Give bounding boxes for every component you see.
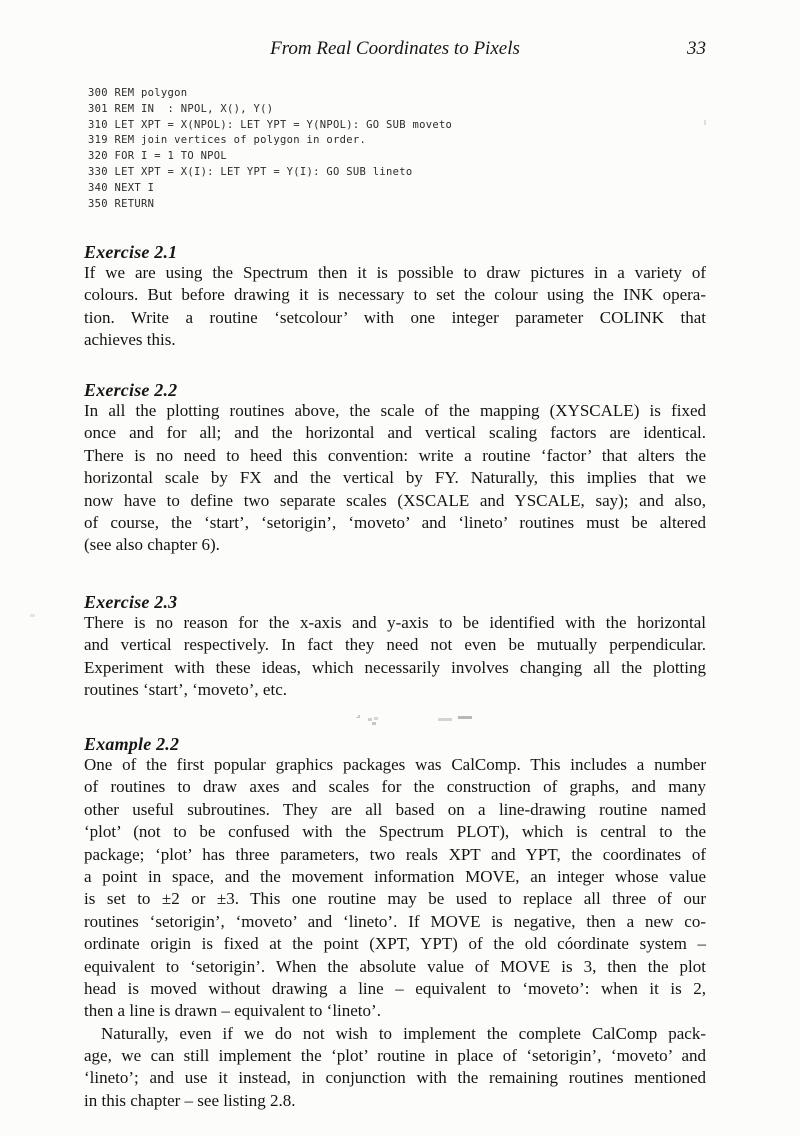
section-heading: Exercise 2.3 (84, 592, 178, 612)
text-line: once and for all; and the horizontal and vertical scaling factors are identical. (84, 423, 706, 443)
text-line: other useful subroutines. They are all based on a line-drawing routine named (84, 799, 706, 819)
running-head-title: From Real Coordinates to Pixels (270, 38, 520, 59)
code-line: 310 LET XPT = X(NPOL): LET YPT = Y(NPOL): GO SUB moveto (88, 118, 453, 131)
page-number: 33 (687, 38, 706, 59)
scan-artifact (354, 714, 358, 717)
text-line: a point in space, and the movement information MOVE, an integer whose value (84, 866, 706, 886)
text-line: then a line is drawn – equivalent to ‘lineto’. (84, 1001, 381, 1021)
text-line: routines ‘start’, ‘moveto’, etc. (84, 680, 287, 700)
text-line: Naturally, even if we do not wish to implement the complete CalComp pack- (101, 1023, 706, 1043)
code-line: 340 NEXT I (88, 181, 155, 194)
section-exercise-2-1 (84, 242, 706, 352)
text-line: colours. But before drawing it is necessary to set the colour using the INK opera- (84, 285, 706, 305)
code-line: 301 REM IN : NPOL, X(), Y() (88, 102, 274, 115)
text-line: ordinate origin is fixed at the point (XPT, YPT) of the old cóordinate system – (84, 934, 706, 954)
paragraph (84, 262, 706, 352)
text-line: head is moved without drawing a line – equivalent to ‘moveto’: when it is 2, (84, 978, 706, 998)
scan-artifact (438, 718, 452, 721)
code-line: 300 REM polygon (88, 87, 188, 99)
code-listing-polygon (88, 86, 452, 212)
scan-artifact (30, 614, 35, 617)
code-line: 350 RETURN (88, 197, 155, 210)
text-line: ‘plot’ (not to be confused with the Spectrum PLOT), which is central to the (84, 822, 706, 842)
paragraph (84, 1023, 706, 1113)
code-line: 319 REM join vertices of polygon in order. (88, 134, 367, 147)
section-exercise-2-3 (84, 592, 706, 702)
section-heading: Example 2.2 (84, 734, 180, 754)
text-line: There is no reason for the x-axis and y-axis to be identified with the horizontal (84, 613, 706, 632)
text-line: If we are using the Spectrum then it is possible to draw pictures in a variety of (84, 263, 706, 282)
paragraph (84, 612, 706, 702)
text-line: equivalent to ‘setorigin’. When the absolute value of MOVE is 3, then the plot (84, 956, 706, 976)
text-line: is set to ±2 or ±3. This one routine may be used to replace all three of our (84, 889, 706, 909)
text-line: ‘lineto’; and use it instead, in conjunction with the remaining routines mentioned (84, 1068, 706, 1088)
text-line: In all the plotting routines above, the scale of the mapping (XYSCALE) is fixed (84, 401, 706, 420)
section-example-2-2 (84, 734, 706, 1112)
text-line: routines ‘setorigin’, ‘moveto’ and ‘lineto’. If MOVE is negative, then a new co- (84, 911, 706, 931)
text-line: package; ‘plot’ has three parameters, two reals XPT and YPT, the coordinates of (84, 844, 706, 864)
text-line: and vertical respectively. In fact they need not even be mutually perpendicular. (84, 635, 706, 655)
text-line: of course, the ‘start’, ‘setorigin’, ‘moveto’ and ‘lineto’ routines must be altered (84, 512, 706, 532)
text-line: horizontal scale by FX and the vertical by FY. Naturally, this implies that we (84, 468, 706, 488)
scan-artifact (704, 120, 706, 125)
text-line: Experiment with these ideas, which necessarily involves changing all the plotting (84, 657, 706, 677)
text-line: (see also chapter 6). (84, 535, 220, 555)
code-line: 320 FOR I = 1 TO NPOL (88, 150, 228, 163)
text-line: now have to define two separate scales (XSCALE and YSCALE, say); and also, (84, 490, 706, 510)
text-line: tion. Write a routine ‘setcolour’ with one integer parameter COLINK that (84, 307, 706, 327)
paragraph (84, 754, 706, 1023)
text-line: There is no need to heed this convention: write a routine ‘factor’ that alters the (84, 445, 706, 465)
section-heading: Exercise 2.2 (84, 380, 178, 400)
text-line: One of the first popular graphics packages was CalComp. This includes a number (84, 755, 706, 774)
text-line: of routines to draw axes and scales for the construction of graphs, and many (84, 777, 706, 797)
text-line: achieves this. (84, 330, 176, 350)
code-line: 330 LET XPT = X(I): LET YPT = Y(I): GO SUB lineto (88, 165, 413, 178)
text-line: in this chapter – see listing 2.8. (84, 1090, 296, 1110)
paragraph (84, 400, 706, 557)
section-exercise-2-2 (84, 380, 706, 557)
section-heading: Exercise 2.1 (84, 242, 178, 262)
text-line: age, we can still implement the ‘plot’ routine in place of ‘setorigin’, ‘moveto’ and (84, 1046, 706, 1066)
